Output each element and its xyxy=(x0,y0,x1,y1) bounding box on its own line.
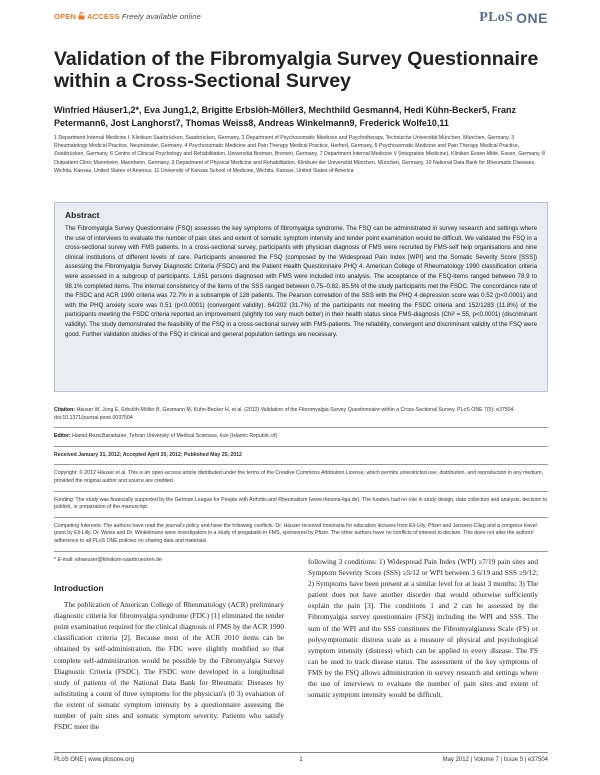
citation xyxy=(54,407,548,422)
affiliations: 1 Department Internal Medicine I, Klinikum Saarbrücken, Saarbrücken, Germany, 2 Department of Psychosomatic Medicine and Psychotherapy, Technische Universität München, München, Germany, 3 Rheumatology Medical Practice, Neumünster, Germany, 4 Psychosomatic Medicine and Pain Therapy Medical Practice, Herford, Germany, 5 Psychosomatic Medicine and Pain Therapy Medical Practice, Zweibrücken, Germany, 6 Centre of Clinical Psychology and Rehabilitation, Universität Bremen, Bremen, Germany, 7 Department Internal Medicine V (Integrative Medicine), Kliniken Essen-Mitte, Essen, Germany, 8 Outpatient Clinic Mannheim, Mannheim, Germany, 9 Department of Physical Medicine and Rehabilitation, Klinikum der Universität München, München, Germany, 10 National Data Bank for Rheumatic Diseases, Wichita, Kansas, United States of America, 11 University of Kansas School of Medicine, Wichita, Kansas, United States of America xyxy=(54,135,546,174)
editor xyxy=(54,433,548,441)
funding: Funding: The study was financially supported by the German League for People with Arthritis and Rheumatism (www.rheuma-liga.de). The funders had no role in study design, data collection and analysis, decision to publish, or preparation of the manuscript. xyxy=(54,496,548,511)
page-footer xyxy=(54,752,548,765)
open-label: OPEN xyxy=(54,12,77,21)
abstract-text: The Fibromyalgia Survey Questionnaire (FSQ) assesses the key symptoms of fibromyalgia syndrome. The FSQ can be administrated in survey research and settings where the use of interviews to evaluate the number of pain sites and extent of somatic symptom intensity and tender point examination would be difficult. We validated the FSQ in a cross-sectional survey with FMS patients. In a cross-sectional survey, participants with physician diagnosis of FMS were recruited by FMS-self help organisations and nine clinical institutions of different levels of care. Participants answered the FSQ (composed by the Widespread Pain Index [WPI] and the Somatic Severity Score [SSS]) assessing the Fibromyalgia Survey Diagnostic Criteria (FSDC) and the Patient Health Questionnaire PHQ 4. American College of Rheumatology 1990 classification criteria were assessed in a subgroup of participants. 1,651 persons diagnosed with FMS were included into analysis. The acceptance of the FSQ-items ranged between 78.9 to 98.1% completed items. The internal consistency of the items of the SSS ranged between 0.75–0.82. 85.5% of the study participants met the FSDC. The concordance rate of the FSDC and ACR 1990 criteria was 72.7% in a subsample of 128 patients. The Pearson correlation of the SSS with the PHQ 4 depression score was 0.52 (p<0.0001) and with the PHQ anxiety score was 0.51 (p<0.0001) (convergent validity). 64/202 (31.7%) of the participants not meeting the FSDC criteria and 152/1283 (11.8%) of the participants meeting the FSDC criteria reported an improvement (slightly too very much better) in their health status since FMS-diagnosis (Chi² = 55, p<0.0001) (discriminant validity). The study demonstrated the feasibility of the FSQ in a cross-sectional survey with FMS-patients. The reliability, convergent and discriminant validity of the FSQ were good. Further validation studies of the FSQ in clinical and general population settings are necessary. xyxy=(65,225,537,338)
right-column xyxy=(308,556,538,700)
footer-issue: May 2012 | Volume 7 | Issue 5 | e37504 xyxy=(442,757,548,763)
open-access-banner xyxy=(54,12,201,21)
abstract-box xyxy=(54,202,548,392)
access-label: ACCESS xyxy=(87,12,120,21)
divider xyxy=(54,491,548,492)
copyright: Copyright: © 2012 Häuser et al. This is an open-access article distributed under the terms of the Creative Commons Attribution License, which permits unrestricted use, distribution, and reproduction in any medium, provided the original author and source are credited. xyxy=(54,470,543,484)
left-column xyxy=(54,583,284,732)
footer-page-number: 1 xyxy=(299,757,303,763)
article-title: Validation of the Fibromyalgia Survey Questionnaire within a Cross-Sectional Survey xyxy=(54,48,539,92)
divider xyxy=(54,464,548,465)
citation-text: Häuser W, Jung E, Erbslöh-Möller B, Gesmann M, Kühn-Becker H, et al. (2012) Validation of the Fibromyalgia Survey Questionnaire within a Cross-Sectional Survey. PLoS ONE 7(5): e37504. doi:10.1371/journal.pone.0037504 xyxy=(54,407,515,421)
intro-left-text: The publication of American College of Rheumatology (ACR) preliminary diagnostic criteria for fibromyalgia syndrome (FDC) [1] eliminated the tender point examination required for the clinical diagnosis of FMS by the ACR 1990 classification criteria [2]. Because most of the ACR 2010 items can be obtained by self-administration, the FDC were slightly modified so that complete self-administration would be possible by the Fibromyalgia Survey Diagnostic Criteria (FSDC). The FSDC were developed in a longitudinal study of patients of the National Data Bank for Rheumatic Diseases by substituting a count of three symptoms for the physician's (0 3) evaluation of the extent of somatic symptom intensity by a questionnaire assessing the number of pain sites and somatic symptom severity. Patients who satisfy FSDC meet the xyxy=(54,600,284,732)
article-metadata xyxy=(54,407,548,569)
logo-one-text: ONE xyxy=(516,10,548,26)
citation-label: Citation: xyxy=(54,407,76,413)
freely-available-label: Freely available online xyxy=(121,12,202,21)
divider xyxy=(54,427,548,428)
competing-interests: Competing Interests: The authors have read the journal's policy and have the following conflicts: Dr. Häuser received honoraria for education lectures from Eli-Lilly, Pfizer and Janssen-Cilag and a congress travel grant by Eli-Lilly. Dr. Weiss and Dr. Winkelmann were investigators in a study of pregabalin in FMS, sponsored by Pfizer. The other authors have no conflicts of interest to declare. This does not alter the authors' adherence to all PLoS ONE policies on sharing data and materials. xyxy=(54,522,537,544)
email: * E-mail: whaeuser@klinikum-saarbruecken.de xyxy=(54,556,162,563)
plos-one-logo xyxy=(479,8,548,28)
dates: Received January 31, 2012; Accepted April 20, 2012; Published May 25, 2012 xyxy=(54,451,242,458)
open-access-lock-icon xyxy=(78,12,85,20)
editor-label: Editor: xyxy=(54,433,71,440)
divider xyxy=(54,517,548,518)
footer-journal: PLoS ONE | www.plosone.org xyxy=(54,757,134,763)
logo-plos-text: PLoS xyxy=(479,10,514,25)
divider xyxy=(54,551,548,552)
author-list: Winfried Häuser1,2*, Eva Jung1,2, Brigitte Erbslöh-Möller3, Mechthild Gesmann4, Hedi Kühn-Becker5, Franz Petermann6, Jost Langhorst7, Thomas Weiss8, Andreas Winkelmann9, Frederick Wolfe10,11 xyxy=(54,105,517,128)
intro-right-text: following 3 conditions: 1) Widespread Pain Index (WPI) ≥7/19 pain sites and Symptom Severity Score (SSS) ≥5/12 or WPI between 3 6/19 and SSS ≥9/12; 2) Symptoms have been present at a similar level for at least 3 months; 3) The patient does not have another disorder that would otherwise sufficiently explain the pain [3]. The conditions 1 and 2 can be assessed by the Fibromyalgia survey questionnaire (FSQ) including the WPI and SSS. The sum of the WPI and the SSS constitutes the Fibromyalgianess Scale (FS) or polysymptomatic distress scale as a measure of physical and psychological symptom intensity (distress) which can be applied to every disease. The FS can be used to track disease status. The assessment of the key symptoms of FMS by the FSQ allows administration in survey research and settings where the use of interviews to evaluate the number of pain sites and extent of somatic symptom intensity would be difficult. xyxy=(308,557,538,700)
editor-text: Hamid Reza Baradaran, Tehran University of Medical Sciences, Iran (Islamic Republic of) xyxy=(72,433,278,440)
divider xyxy=(54,446,548,447)
abstract-heading: Abstract xyxy=(65,210,100,220)
introduction-heading: Introduction xyxy=(54,583,104,593)
journal-header xyxy=(54,8,548,30)
